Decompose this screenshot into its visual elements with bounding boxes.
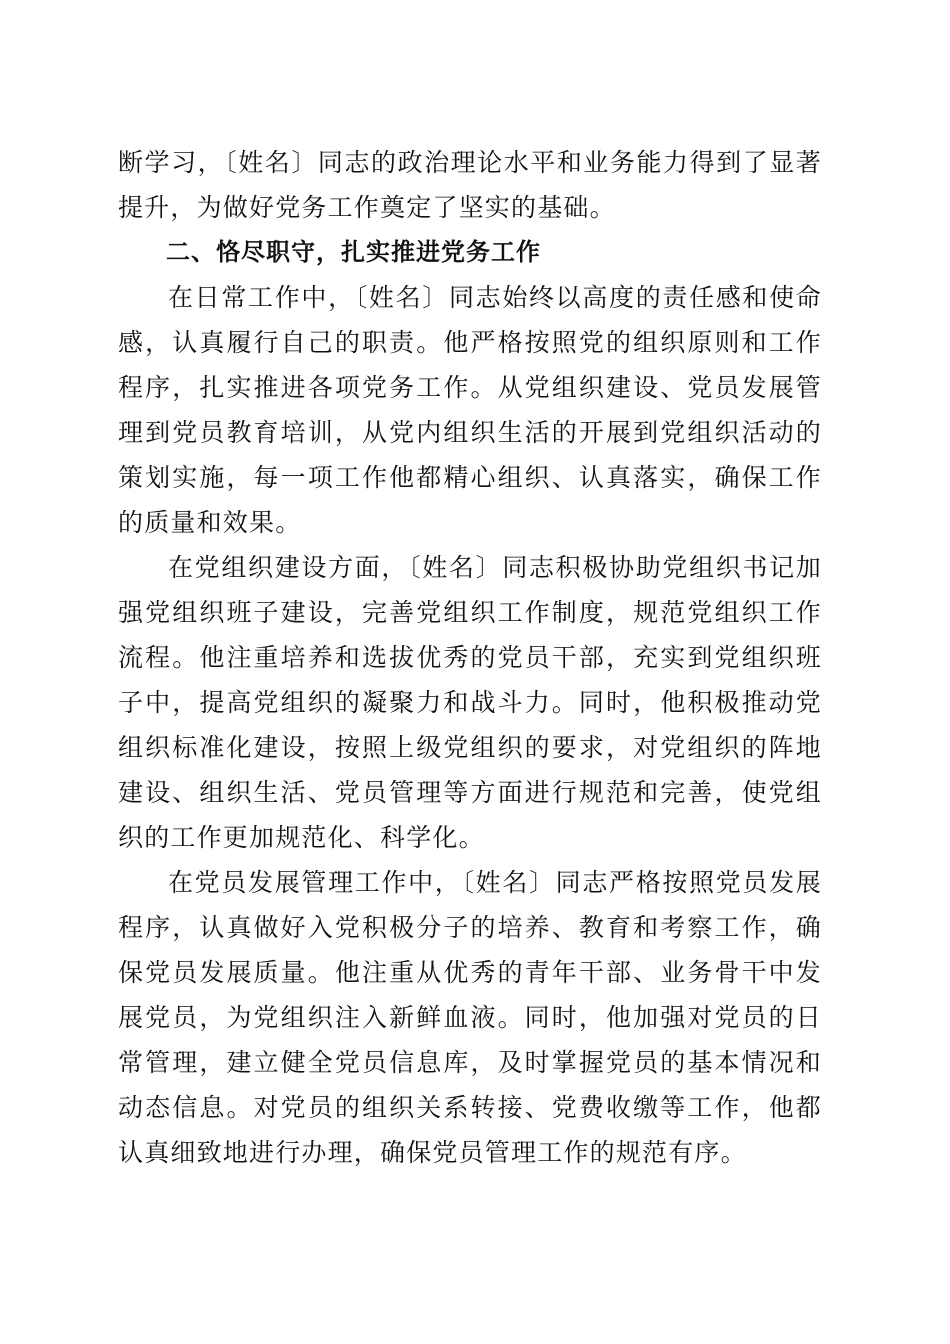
paragraph-organization-building: 在党组织建设方面，〔姓名〕同志积极协助党组织书记加强党组织班子建设，完善党组织工作制度，规范党组织工作流程。他注重培养和选拔优秀的党员干部，充实到党组织班子中，提高党组织的凝聚力和战斗力。同时，他积极推动党组织标准化建设，按照上级党组织的要求，对党组织的阵地建设、组织生活、党员管理等方面进行规范和完善，使党组织的工作更加规范化、科学化。: [118, 553, 822, 852]
document-page: [118, 140, 822, 1175]
section-heading: 二、恪尽职守，扎实推进党务工作: [166, 238, 541, 266]
paragraph-daily-work: 在日常工作中，〔姓名〕同志始终以高度的责任感和使命感，认真履行自己的职责。他严格按照党的组织原则和工作程序，扎实推进各项党务工作。从党组织建设、党员发展管理到党员教育培训，从党内组织生活的开展到党组织活动的策划实施，每一项工作他都精心组织、认真落实，确保工作的质量和效果。: [118, 283, 822, 537]
paragraph-continuation: 断学习，〔姓名〕同志的政治理论水平和业务能力得到了显著提升，为做好党务工作奠定了坚实的基础。: [118, 148, 822, 222]
paragraph-member-management: 在党员发展管理工作中，〔姓名〕同志严格按照党员发展程序，认真做好入党积极分子的培养、教育和考察工作，确保党员发展质量。他注重从优秀的青年干部、业务骨干中发展党员，为党组织注入新鲜血液。同时，他加强对党员的日常管理，建立健全党员信息库，及时掌握党员的基本情况和动态信息。对党员的组织关系转接、党费收缴等工作，他都认真细致地进行办理，确保党员管理工作的规范有序。: [118, 868, 822, 1167]
